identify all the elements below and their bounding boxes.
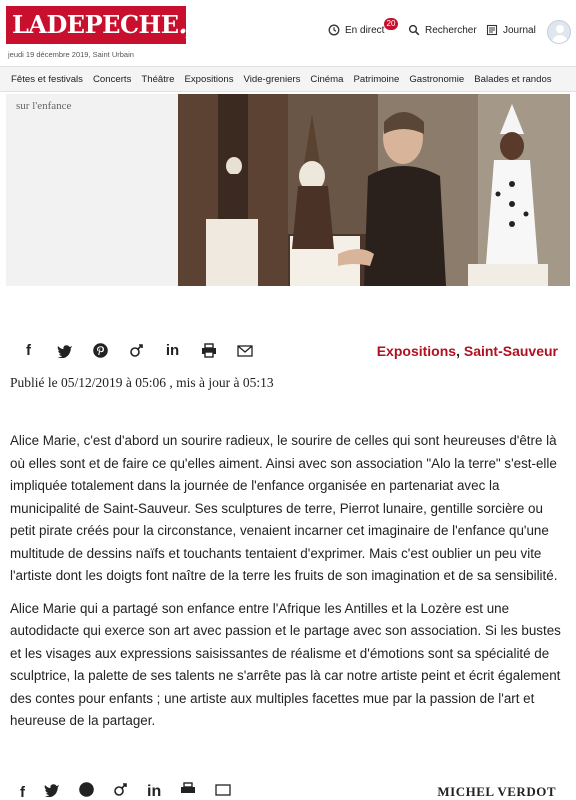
- newspaper-icon: [486, 24, 498, 36]
- avatar-head: [556, 25, 564, 33]
- facebook-icon[interactable]: f: [26, 342, 31, 359]
- site-logo[interactable]: [6, 6, 211, 44]
- article-photo[interactable]: [178, 94, 570, 286]
- linkedin-icon[interactable]: in: [165, 342, 180, 359]
- journal-label: Journal: [503, 24, 536, 36]
- print-icon[interactable]: [200, 342, 217, 359]
- tag-expositions[interactable]: Expositions: [376, 343, 457, 359]
- search-button[interactable]: [408, 24, 477, 36]
- journal-button[interactable]: [486, 24, 536, 36]
- gender-icon[interactable]: [128, 342, 145, 359]
- article-body: [10, 430, 565, 743]
- nav-item-balades[interactable]: Balades et randos: [474, 73, 552, 85]
- hero-caption-panel: [6, 94, 178, 286]
- photo-illustration: [178, 94, 570, 286]
- article-paragraph-1: Alice Marie, c'est d'abord un sourire radieux, le sourire de celles qui sont heureuses d'être là où elles sont et de faire ce qu'elles aiment. Ainsi avec son association "Alo la terre" s'est-elle impliquée totalement dans la journée de l'enfance organisée en partenariat avec la municipalité de Saint-Sauveur. Ses sculptures de terre, Pierrot lunaire, gentille sorcière ou petit pirate créés pour la circonstance, venaient incarner cet imaginaire de l'enfance qu'une multitude de dessins naïfs et touchants tentaient d'exprimer. Mais c'est oublier un peu vite l'artiste dont les doigts font naître de la terre les fruits de son imagination et de sa sensibilité.: [10, 433, 558, 583]
- nav-item-vide-greniers[interactable]: Vide-greniers: [243, 73, 301, 85]
- avatar-body: [552, 35, 568, 44]
- hero-caption: sur l'enfance: [16, 100, 72, 112]
- share-bar-bottom: [20, 782, 231, 800]
- print-icon[interactable]: [180, 782, 196, 800]
- tag-saint-sauveur[interactable]: Saint-Sauveur: [463, 343, 558, 359]
- pinterest-icon[interactable]: [79, 782, 94, 800]
- category-nav: [0, 66, 576, 92]
- email-icon[interactable]: [215, 783, 231, 800]
- twitter-icon[interactable]: [56, 342, 73, 359]
- nav-item-cinema[interactable]: Cinéma: [310, 73, 344, 85]
- facebook-icon[interactable]: f: [20, 783, 25, 800]
- user-avatar[interactable]: [547, 20, 571, 44]
- article-paragraph-2: Alice Marie qui a partagé son enfance entre l'Afrique les Antilles et la Lozère est une autodidacte qui exerce son art avec passion et le partage avec son association. Si les bustes et les visages aux expressions saisissantes de réalisme et d'émotions sont sa spécialité de sculptrice, la palette de ses talents ne s'arrête pas là car notre artiste peint et écrit également des contes pour enfants ; une artiste aux multiples facettes mue par la passion de l'art et heureuse de la partager.: [10, 600, 561, 728]
- article-tags: [377, 343, 558, 359]
- nav-item-expositions[interactable]: Expositions: [184, 73, 234, 85]
- dateline: jeudi 19 décembre 2019, Saint Urbain: [8, 50, 134, 59]
- nav-item-concerts[interactable]: Concerts: [92, 73, 132, 85]
- nav-item-fetes[interactable]: Fêtes et festivals: [11, 73, 83, 85]
- linkedin-icon[interactable]: in: [147, 783, 162, 800]
- pinterest-icon[interactable]: [92, 342, 109, 359]
- share-bar: [20, 342, 253, 359]
- article-author: MICHEL VERDOT: [437, 784, 556, 799]
- logo-suffix: .fr: [178, 10, 211, 40]
- search-icon: [408, 24, 420, 36]
- publish-date: Publié le 05/12/2019 à 05:06 , mis à jour à 05:13: [10, 375, 274, 390]
- live-label: En direct: [345, 24, 385, 36]
- clock-icon: [328, 24, 340, 36]
- twitter-icon[interactable]: [44, 783, 60, 800]
- live-button[interactable]: [328, 24, 384, 36]
- nav-item-gastronomie[interactable]: Gastronomie: [409, 73, 465, 85]
- nav-item-theatre[interactable]: Théâtre: [141, 73, 175, 85]
- gender-icon[interactable]: [113, 782, 128, 800]
- tag-separator: ,: [456, 343, 460, 359]
- search-label: Rechercher: [425, 24, 477, 36]
- site-header: [0, 0, 576, 64]
- live-count-badge: 20: [384, 18, 398, 30]
- logo-main: LADEPECHE: [12, 10, 179, 39]
- nav-item-patrimoine[interactable]: Patrimoine: [353, 73, 400, 85]
- email-icon[interactable]: [236, 342, 253, 359]
